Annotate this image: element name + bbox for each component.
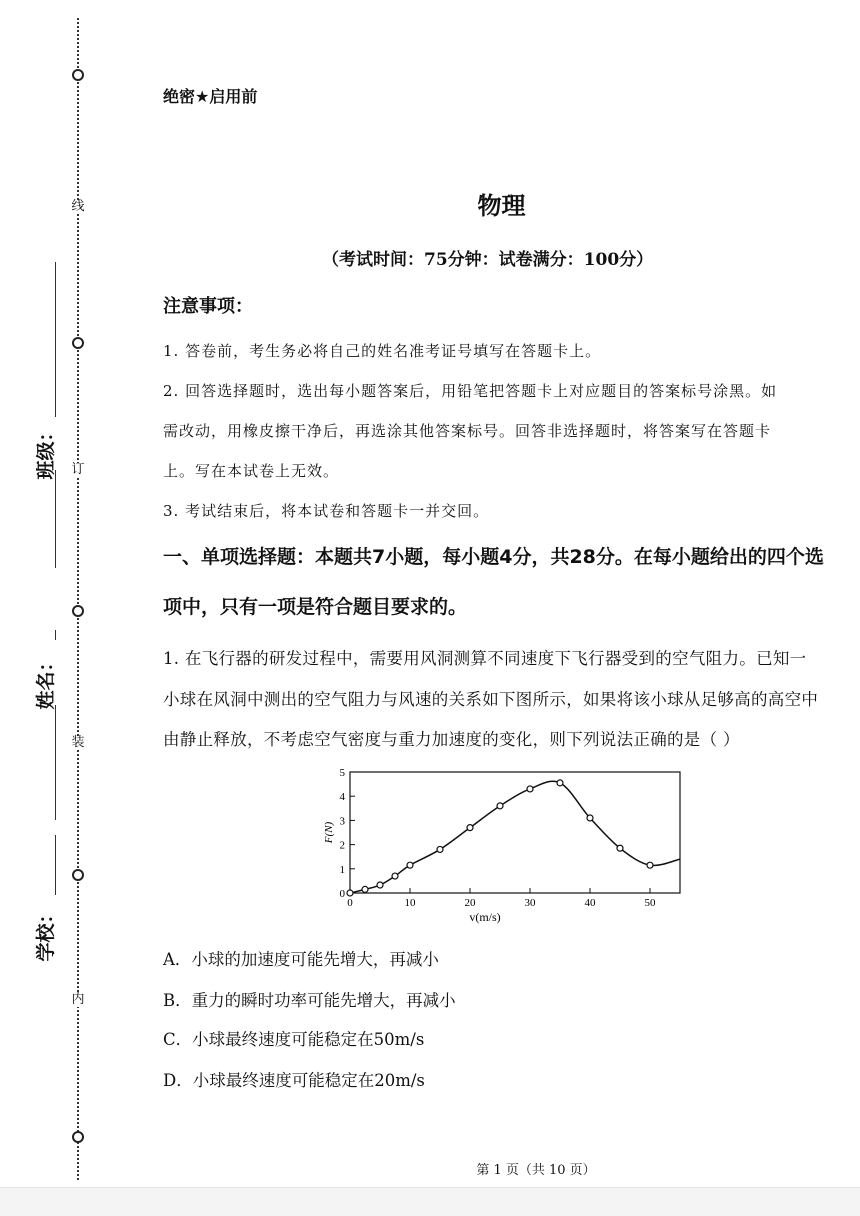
data-curve xyxy=(350,781,680,893)
x-tick-label: 20 xyxy=(464,897,476,909)
question-text-line: 小球在风洞中测出的空气阻力与风速的关系如下图所示，如果将该小球从足够高的高空中 xyxy=(163,690,819,709)
notice-line: 2. 回答选择题时，选出每小题答案后，用铅笔把答题卡上对应题目的答案标号涂黑。如 xyxy=(163,382,778,400)
y-axis-label: F(N) xyxy=(323,821,335,844)
confidential-label: 绝密★启用前 xyxy=(163,87,258,106)
page-number: 第 1 页（共 10 页） xyxy=(476,1163,596,1178)
name-write-line xyxy=(55,705,56,820)
binding-mark-xian: 线 xyxy=(71,199,85,214)
option-c[interactable]: C．小球最终速度可能稳定在50m/s xyxy=(163,1030,425,1049)
binding-hole-icon xyxy=(72,337,84,349)
name-write-line xyxy=(55,630,56,640)
data-point xyxy=(647,862,653,868)
data-point xyxy=(362,886,368,892)
y-tick-label: 3 xyxy=(339,815,345,828)
section-heading-line: 项中，只有一项是符合题目要求的。 xyxy=(163,596,468,618)
school-label: 学校： xyxy=(35,904,57,962)
binding-hole-icon xyxy=(72,69,84,81)
y-tick-label: 2 xyxy=(339,839,345,852)
class-write-line xyxy=(55,262,56,417)
option-a[interactable]: A．小球的加速度可能先增大，再减小 xyxy=(163,950,439,969)
binding-hole-icon xyxy=(72,605,84,617)
data-point xyxy=(437,846,443,852)
option-b[interactable]: B．重力的瞬时功率可能先增大，再减小 xyxy=(163,991,456,1010)
data-point xyxy=(557,780,563,786)
data-point xyxy=(497,803,503,809)
viewer-bottom-bar xyxy=(0,1187,860,1216)
data-point xyxy=(377,882,383,888)
y-tick-label: 5 xyxy=(339,767,345,779)
data-point xyxy=(407,862,413,868)
exam-title: 物理 xyxy=(477,192,526,220)
y-tick-label: 4 xyxy=(339,791,345,804)
notice-line: 需改动，用橡皮擦干净后，再选涂其他答案标号。回答非选择题时，将答案写在答题卡 xyxy=(163,422,772,440)
x-tick-label: 30 xyxy=(524,897,536,909)
data-point xyxy=(527,786,533,792)
binding-mark-ding: 订 xyxy=(71,462,85,477)
x-tick-label: 0 xyxy=(347,897,353,909)
class-write-line xyxy=(55,470,56,568)
exam-subtitle: （考试时间：75分钟：试卷满分：100分） xyxy=(322,250,654,270)
notice-line: 上。写在本试卷上无效。 xyxy=(163,462,340,480)
notice-heading: 注意事项： xyxy=(163,296,253,317)
notice-line: 1. 答卷前，考生务必将自己的姓名准考证号填写在答题卡上。 xyxy=(163,342,602,360)
x-axis-label: v(m/s) xyxy=(469,910,501,924)
data-point xyxy=(617,845,623,851)
plot-frame xyxy=(350,772,680,893)
option-d[interactable]: D．小球最终速度可能稳定在20m/s xyxy=(163,1071,425,1090)
question-text-line: 1. 在飞行器的研发过程中，需要用风洞测算不同速度下飞行器受到的空气阻力。已知一 xyxy=(163,649,807,668)
class-label: 班级： xyxy=(35,422,57,480)
binding-hole-icon xyxy=(72,1131,84,1143)
x-tick-label: 40 xyxy=(584,897,596,909)
y-tick-label: 1 xyxy=(339,863,345,876)
notice-line: 3. 考试结束后，将本试卷和答题卡一并交回。 xyxy=(163,502,490,520)
y-tick-label: 0 xyxy=(339,888,345,900)
force-velocity-chart xyxy=(300,760,700,930)
question-text-line: 由静止释放，不考虑空气密度与重力加速度的变化，则下列说法正确的是（ ） xyxy=(163,730,740,749)
binding-mark-zhuang: 装 xyxy=(71,735,85,750)
data-point xyxy=(347,890,353,896)
binding-mark-nei: 内 xyxy=(71,992,85,1007)
data-point xyxy=(467,825,473,831)
data-point xyxy=(587,815,593,821)
x-tick-label: 10 xyxy=(404,897,416,909)
name-label: 姓名： xyxy=(35,652,57,710)
binding-hole-icon xyxy=(72,869,84,881)
section-heading-line: 一、单项选择题：本题共7小题，每小题4分，共28分。在每小题给出的四个选 xyxy=(163,546,824,568)
data-point xyxy=(392,873,398,879)
school-write-line xyxy=(55,835,56,895)
x-tick-label: 50 xyxy=(644,897,656,909)
